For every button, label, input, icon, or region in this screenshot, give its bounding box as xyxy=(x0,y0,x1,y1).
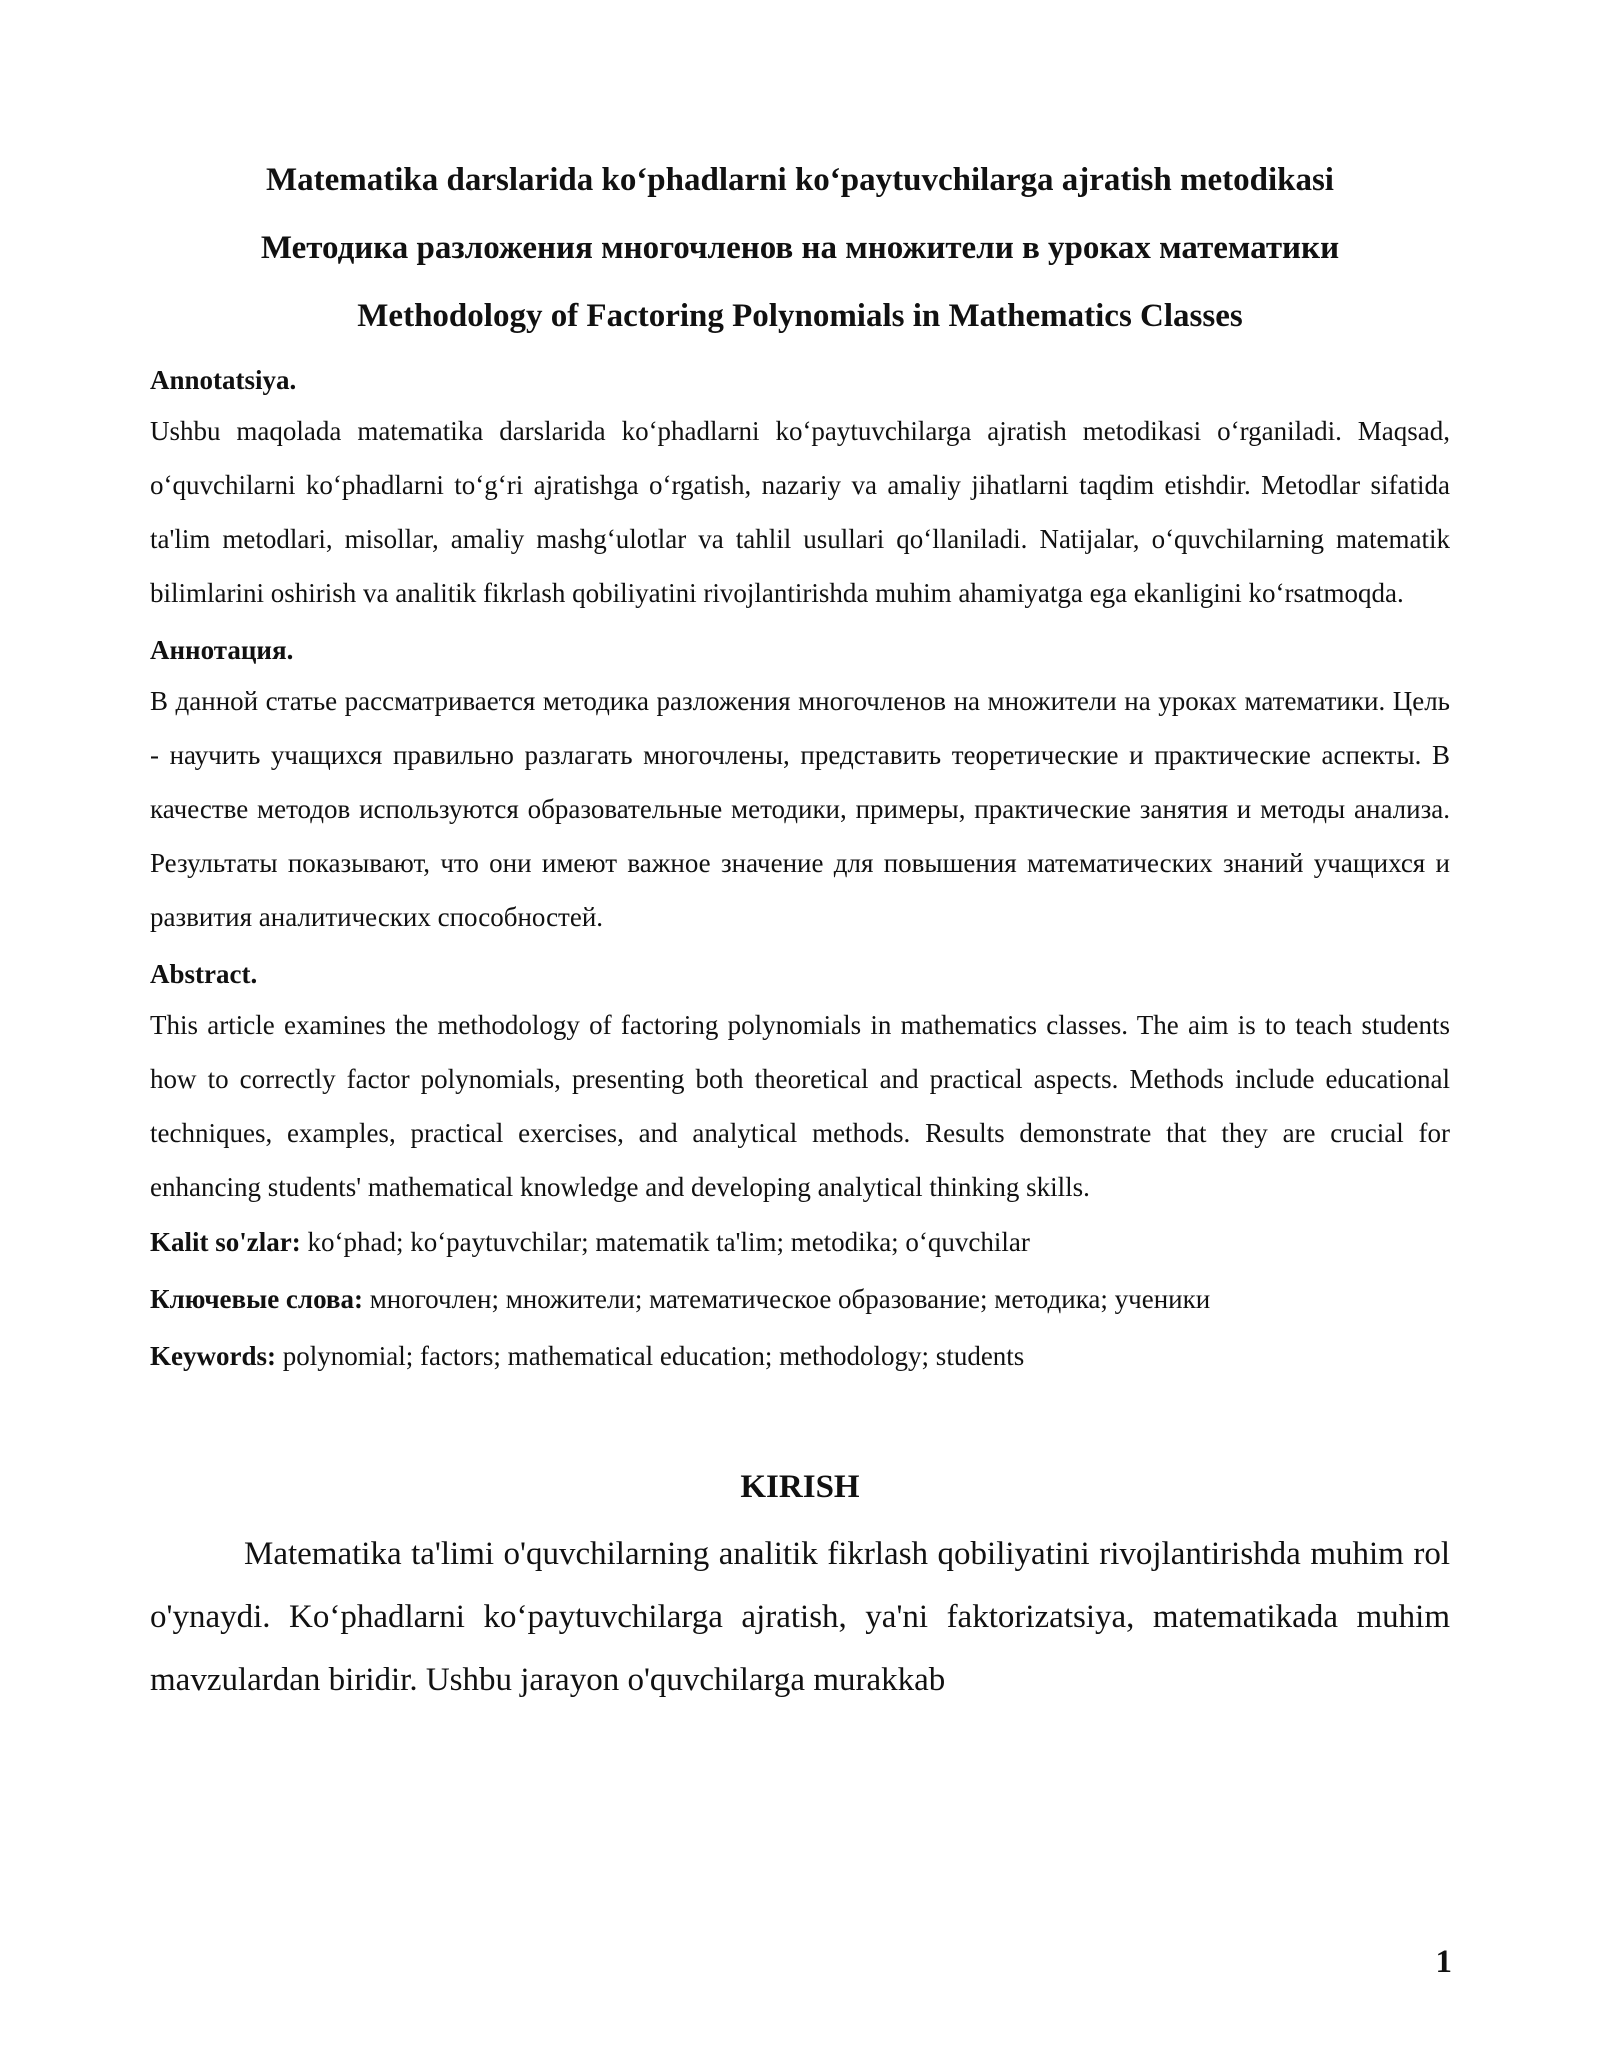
keywords-russian-text: многочлен; множители; математическое образование; методика; ученики xyxy=(362,1284,1211,1314)
keywords-english-label: Keywords: xyxy=(150,1341,276,1371)
annotation-russian-text: В данной статье рассматривается методика разложения многочленов на множители на уроках математики. Цель - научить учащихся правильно разлагать многочлены, представить теоретические и практические аспекты. В качестве методов используются образовательные методики, примеры, практические занятия и методы анализа. Результаты показывают, что они имеют важное значение для повышения математических знаний учащихся и развития аналитических способностей. xyxy=(150,686,1450,932)
annotation-uzbek-section xyxy=(150,360,1450,620)
introduction-heading: KIRISH xyxy=(740,1469,860,1505)
title-english: Methodology of Factoring Polynomials in Mathematics Classes xyxy=(357,298,1243,334)
annotation-uzbek-heading: Annotatsiya. xyxy=(150,365,297,395)
abstract-english-heading: Abstract. xyxy=(150,959,258,989)
keywords-uzbek xyxy=(150,1214,1450,1271)
abstract-english-text: This article examines the methodology of factoring polynomials in mathematics classes. The aim is to teach students how to correctly factor polynomials, presenting both theoretical and practical aspects. Methods include educational techniques, examples, practical exercises, and analytical methods. Results demonstrate that they are crucial for enhancing students' mathematical knowledge and developing analytical thinking skills. xyxy=(150,1010,1450,1202)
keywords-block xyxy=(150,1214,1450,1385)
page-number: 1 xyxy=(1435,1944,1452,1980)
annotation-russian-heading: Аннотация. xyxy=(150,635,294,665)
keywords-uzbek-text: koʻphad; koʻpaytuvchilar; matematik ta'lim; metodika; oʻquvchilar xyxy=(300,1227,1030,1257)
keywords-uzbek-label: Kalit so'zlar: xyxy=(150,1227,301,1257)
keywords-russian-label: Ключевые слова: xyxy=(150,1284,363,1314)
annotation-russian-section xyxy=(150,630,1450,944)
keywords-russian xyxy=(150,1271,1450,1328)
document-page xyxy=(150,146,1450,1712)
introduction-text: Matematika ta'limi o'quvchilarning analitik fikrlash qobiliyatini rivojlantirishda muhim rol o'ynaydi. Koʻphadlarni koʻpaytuvchilarga ajratish, ya'ni faktorizatsiya, matematikada muhim mavzulardan biridir. Ushbu jarayon o'quvchilarga murakkab xyxy=(150,1536,1450,1698)
keywords-english xyxy=(150,1328,1450,1385)
introduction-section xyxy=(150,1467,1450,1712)
annotation-uzbek-text: Ushbu maqolada matematika darslarida koʻphadlarni koʻpaytuvchilarga ajratish metodikasi oʻrganiladi. Maqsad, oʻquvchilarni koʻphadlarni toʻgʻri ajratishga oʻrgatish, nazariy va amaliy jihatlarni taqdim etishdir. Metodlar sifatida ta'lim metodlari, misollar, amaliy mashgʻulotlar va tahlil usullari qoʻllaniladi. Natijalar, oʻquvchilarning matematik bilimlarini oshirish va analitik fikrlash qobiliyatini rivojlantirishda muhim ahamiyatga ega ekanligini koʻrsatmoqda. xyxy=(150,416,1450,608)
title-uzbek: Matematika darslarida koʻphadlarni koʻpaytuvchilarga ajratish metodikasi xyxy=(266,162,1334,198)
abstract-english-section xyxy=(150,954,1450,1214)
keywords-english-text: polynomial; factors; mathematical education; methodology; students xyxy=(275,1341,1025,1371)
title-russian: Методика разложения многочленов на множители в уроках математики xyxy=(260,230,1340,266)
